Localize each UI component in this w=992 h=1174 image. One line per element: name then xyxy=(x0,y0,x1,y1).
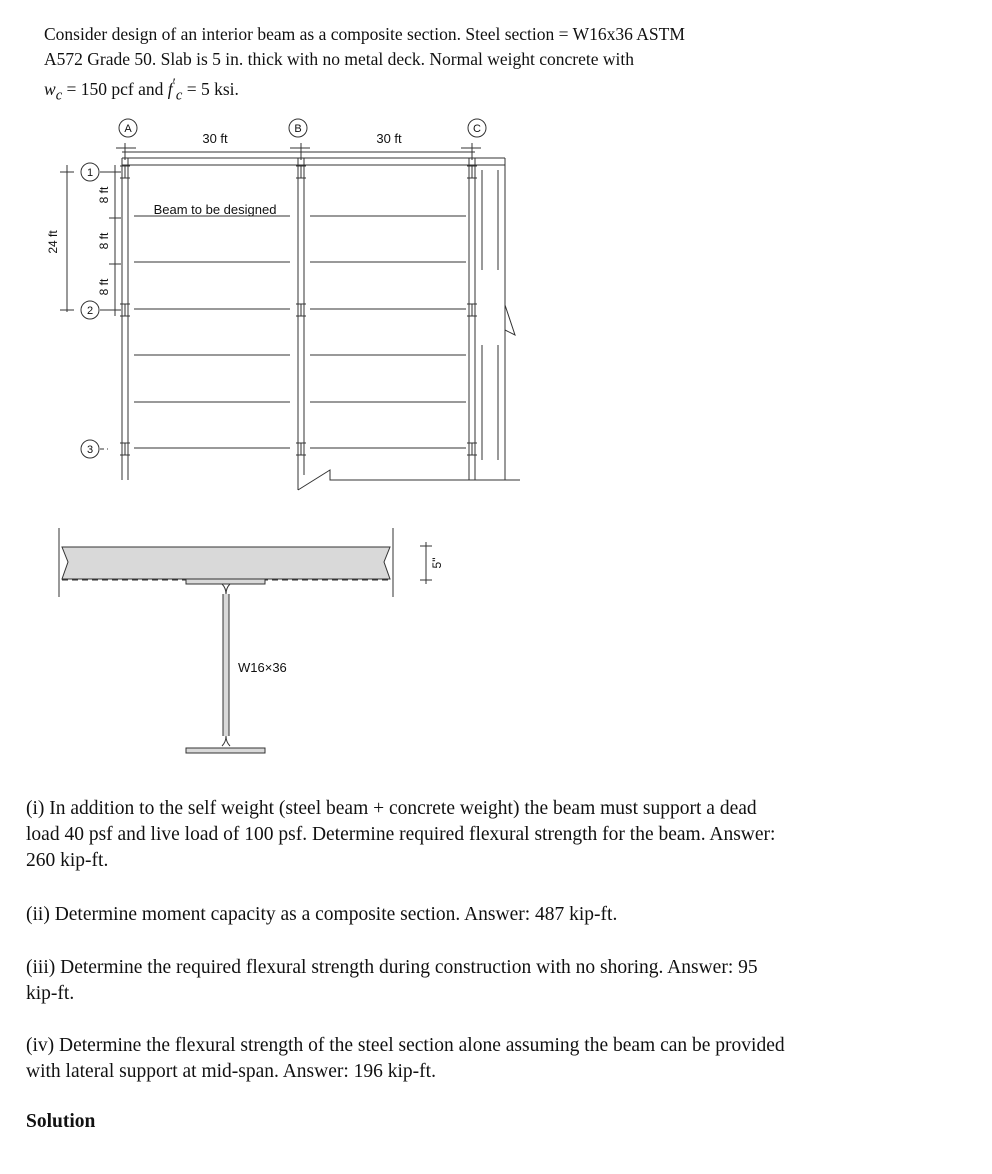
composite-section xyxy=(59,528,444,753)
framing-figure xyxy=(0,110,560,765)
fc-value: = 5 ksi. xyxy=(182,78,239,99)
wc-subscript: c xyxy=(55,87,63,104)
grid-label-b: B xyxy=(294,123,302,135)
bottom-flange xyxy=(186,748,265,753)
slab-thickness-label: 5" xyxy=(430,557,444,569)
span-bc-label: 30 ft xyxy=(376,131,402,146)
fc-symbol: f xyxy=(167,78,173,99)
question-2-line-1: (ii) Determine moment capacity as a composite section. Answer: 487 kip-ft. xyxy=(26,904,618,925)
concrete-slab xyxy=(62,547,390,579)
intro-line-3 xyxy=(44,72,804,108)
grid-label-c: C xyxy=(473,123,481,135)
grid-label-a: A xyxy=(124,123,132,135)
intro-line-2: A572 Grade 50. Slab is 5 in. thick with no metal deck. Normal weight concrete with xyxy=(44,49,635,69)
question-4-line-1: (iv) Determine the flexural strength of the steel section alone assuming the beam can be provided xyxy=(26,1035,785,1056)
wc-symbol: w xyxy=(44,78,56,99)
section-beam-label: W16×36 xyxy=(238,660,287,675)
question-4-line-2: with lateral support at mid-span. Answer: 196 kip-ft. xyxy=(26,1061,436,1082)
question-3-line-1: (iii) Determine the required flexural strength during construction with no shoring. Answer: 95 xyxy=(26,957,758,978)
fc-prime: ′ xyxy=(172,76,176,92)
grid-label-2: 2 xyxy=(86,305,94,317)
question-1-line-1: (i) In addition to the self weight (steel beam + concrete weight) the beam must support a dead xyxy=(26,798,757,819)
dim-8ft-3: 8 ft xyxy=(97,278,111,296)
wc-value: = 150 pcf and xyxy=(62,78,168,99)
fc-subscript: c xyxy=(175,87,183,104)
floor-plan xyxy=(60,143,520,490)
solution-heading: Solution xyxy=(26,1111,96,1132)
question-1-line-3: 260 kip-ft. xyxy=(26,850,109,871)
dim-8ft-1: 8 ft xyxy=(97,186,111,204)
dim-8ft-2: 8 ft xyxy=(97,232,111,250)
grid-label-1: 1 xyxy=(86,167,94,179)
grid-label-3: 3 xyxy=(86,444,94,456)
question-3-line-2: kip-ft. xyxy=(26,983,75,1004)
problem-statement xyxy=(44,22,804,108)
top-flange xyxy=(186,579,265,584)
intro-line-1: Consider design of an interior beam as a composite section. Steel section = W16x36 ASTM xyxy=(44,24,685,44)
beam-to-be-designed-label: Beam to be designed xyxy=(153,202,277,217)
dim-24ft: 24 ft xyxy=(46,230,60,254)
span-ab-label: 30 ft xyxy=(202,131,228,146)
question-1-line-2: load 40 psf and live load of 100 psf. Determine required flexural strength for the beam. Answer: xyxy=(26,824,776,845)
